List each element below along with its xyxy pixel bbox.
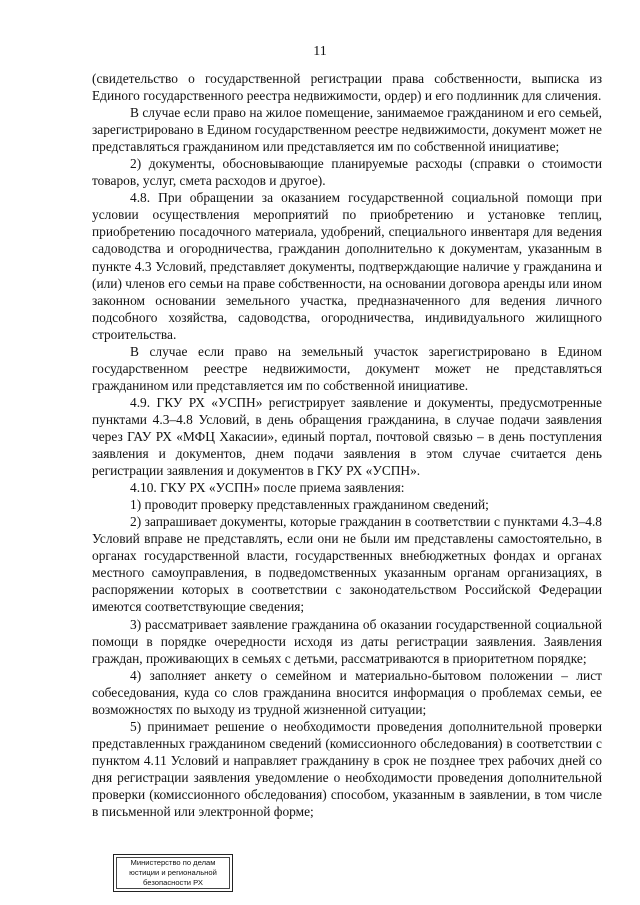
paragraph-ownership-documents: (свидетельство о государственной регистрации права собственности, выписка из Единого государственного реестра недвижимости, ордер) и его подлинник для сличения. (92, 71, 602, 104)
stamp-line-1: Министерство по делам (130, 858, 216, 867)
paragraph-land-registration: В случае если право на земельный участок зарегистрировано в Едином государственном реестре недвижимости, документ может не представляться гражданином или представляется им по собственной инициативе. (92, 343, 602, 393)
paragraph-4-9: 4.9. ГКУ РХ «УСПН» регистрирует заявление и документы, предусмотренные пунктами 4.3–4.8 Условий, в день обращения гражданина, в случае подачи заявления через ГАУ РХ «МФЦ Хакасии», единый портал, почтовой связью – в день поступления заявления и документов, днем подачи заявления в этом случае считается день регистрации заявления и документов в ГКУ РХ «УСПН». (92, 394, 602, 479)
paragraph-housing-registration: В случае если право на жилое помещение, занимаемое гражданином и его семьей, зарегистрировано в Едином государственном реестре недвижимости, документ может не представляться гражданином или представляется им по собственной инициативе; (92, 105, 602, 155)
paragraph-4-10-item-4: 4) заполняет анкету о семейном и материально-бытовом положении – лист собеседования, куда со слов гражданина вносится информация о проблемах семьи, ее возможностях по выходу из трудной жизненной ситуации; (92, 667, 602, 717)
stamp-line-3: безопасности РХ (143, 878, 203, 887)
paragraph-4-10: 4.10. ГКУ РХ «УСПН» после приема заявления: (130, 480, 405, 496)
paragraph-4-10-item-3: 3) рассматривает заявление гражданина об оказании государственной социальной помощи в порядке очередности исходя из даты регистрации заявления. Заявления граждан, проживающих в семьях с детьми, рассматриваются в приоритетном порядке; (92, 616, 602, 666)
paragraph-expense-documents: 2) документы, обосновывающие планируемые расходы (справки о стоимости товаров, услуг, смета расходов и другое). (92, 156, 602, 189)
stamp-line-2: юстиции и региональной (129, 868, 217, 877)
paragraph-4-10-item-1: 1) проводит проверку представленных гражданином сведений; (130, 497, 489, 513)
page-number: 11 (313, 44, 327, 59)
paragraph-4-10-item-5: 5) принимает решение о необходимости проведения дополнительной проверки представленных гражданином сведений (комиссионного обследования) в соответствии с пунктом 4.11 Условий и направляет гражданину в срок не позднее трех рабочих дней со дня регистрации заявления уведомление о необходимости проведения дополнительной проверки (комиссионного обследования) способом, указанным в заявлении, в том числе в письменной или электронной форме; (92, 718, 602, 820)
paragraph-4-8: 4.8. При обращении за оказанием государственной социальной помощи при условии осуществления мероприятий по приобретению и установке теплиц, приобретению посадочного материала, удобрений, специального инвентаря для ведения садоводства и огородничества, гражданин дополнительно к документам, указанным в пункте 4.3 Условий, представляет документы, подтверждающие наличие у гражданина и (или) членов его семьи на праве собственности, на основании договора аренды или ином законном основании земельного участка, предназначенного для ведения личного подсобного хозяйства, садоводства, огородничества, индивидуального жилищного строительства. (92, 190, 602, 342)
ministry-stamp (113, 854, 233, 892)
document-body (92, 70, 602, 820)
paragraph-4-10-item-2: 2) запрашивает документы, которые гражданин в соответствии с пунктами 4.3–4.8 Условий вправе не представлять, если они не были им представлены самостоятельно, в органах государственной власти, государственных внебюджетных фондах и органах местного самоуправления, в подведомственных указанным органам организациях, в распоряжении которых в соответствии с законодательством Российской Федерации имеются соответствующие сведения; (92, 514, 602, 615)
